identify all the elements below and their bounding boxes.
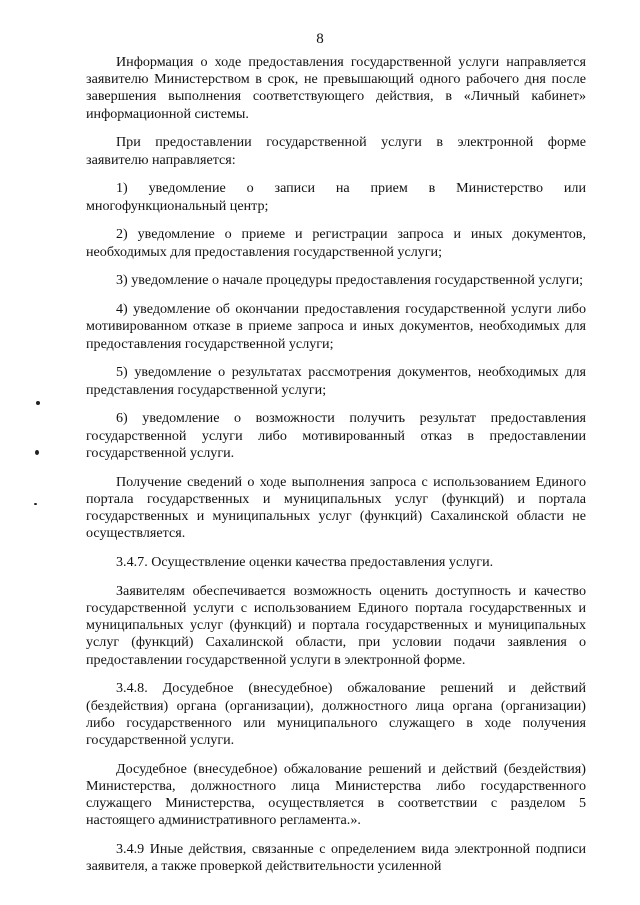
scan-speck [35, 450, 39, 455]
list-item-notification-6: 6) уведомление о возможности получить результат предоставления государственной услуги либо мотивированный отказ в предоставлении государственной услуги. [86, 410, 586, 461]
paragraph-appeal: Досудебное (внесудебное) обжалование решений и действий (бездействия) Министерства, должностного лица Министерства либо государственного служащего Министерства, осуществляется в соответствии с разделом 5 настоящего административного регламента.». [86, 760, 586, 829]
list-item-notification-1: 1) уведомление о записи на прием в Министерство или многофункциональный центр; [86, 180, 586, 214]
paragraph-status-info: Информация о ходе предоставления государственной услуги направляется заявителю Министерством в срок, не превышающий одного рабочего дня после завершения выполнения соответствующего действия, в «Личный кабинет» информационной системы. [86, 54, 586, 122]
paragraph-electronic-form-intro: При предоставлении государственной услуги в электронной форме заявителю направляется: [86, 134, 586, 168]
section-heading-3-4-9: 3.4.9 Иные действия, связанные с определением вида электронной подписи заявителя, а также проверкой действительности усиленной [86, 841, 586, 875]
paragraph-status-via-portal: Получение сведений о ходе выполнения запроса с использованием Единого портала государственных и муниципальных услуг (функций) и портала государственных и муниципальных услуг (функций) Сахалинской области не осуществляется. [86, 473, 586, 542]
list-item-notification-3: 3) уведомление о начале процедуры предоставления государственной услуги; [116, 272, 584, 289]
scan-speck [34, 503, 37, 505]
page-number: 8 [316, 31, 324, 47]
scan-speck [36, 401, 40, 405]
paragraph-quality-evaluation: Заявителям обеспечивается возможность оценить доступность и качество государственной услуги с использованием Единого портала государственных и муниципальных услуг (функций) и портала государственных и муниципальных услуг (функций) Сахалинской области, при условии подачи заявления о предоставлении государственной услуги в электронной форме. [86, 582, 586, 668]
list-item-notification-4: 4) уведомление об окончании предоставления государственной услуги либо мотивированном отказе в приеме запроса и иных документов, необходимых для предоставления государственной услуги; [86, 301, 586, 352]
document-body [86, 54, 586, 887]
section-heading-3-4-8: 3.4.8. Досудебное (внесудебное) обжалование решений и действий (бездействия) органа (организации), должностного лица органа (организации) либо государственного или муниципального служащего в ходе получения государственной услуги. [86, 680, 586, 749]
list-item-notification-5: 5) уведомление о результатах рассмотрения документов, необходимых для представления государственной услуги; [86, 364, 586, 398]
section-heading-3-4-7: 3.4.7. Осуществление оценки качества предоставления услуги. [116, 554, 494, 571]
list-item-notification-2: 2) уведомление о приеме и регистрации запроса и иных документов, необходимых для предоставления государственной услуги; [86, 226, 586, 260]
